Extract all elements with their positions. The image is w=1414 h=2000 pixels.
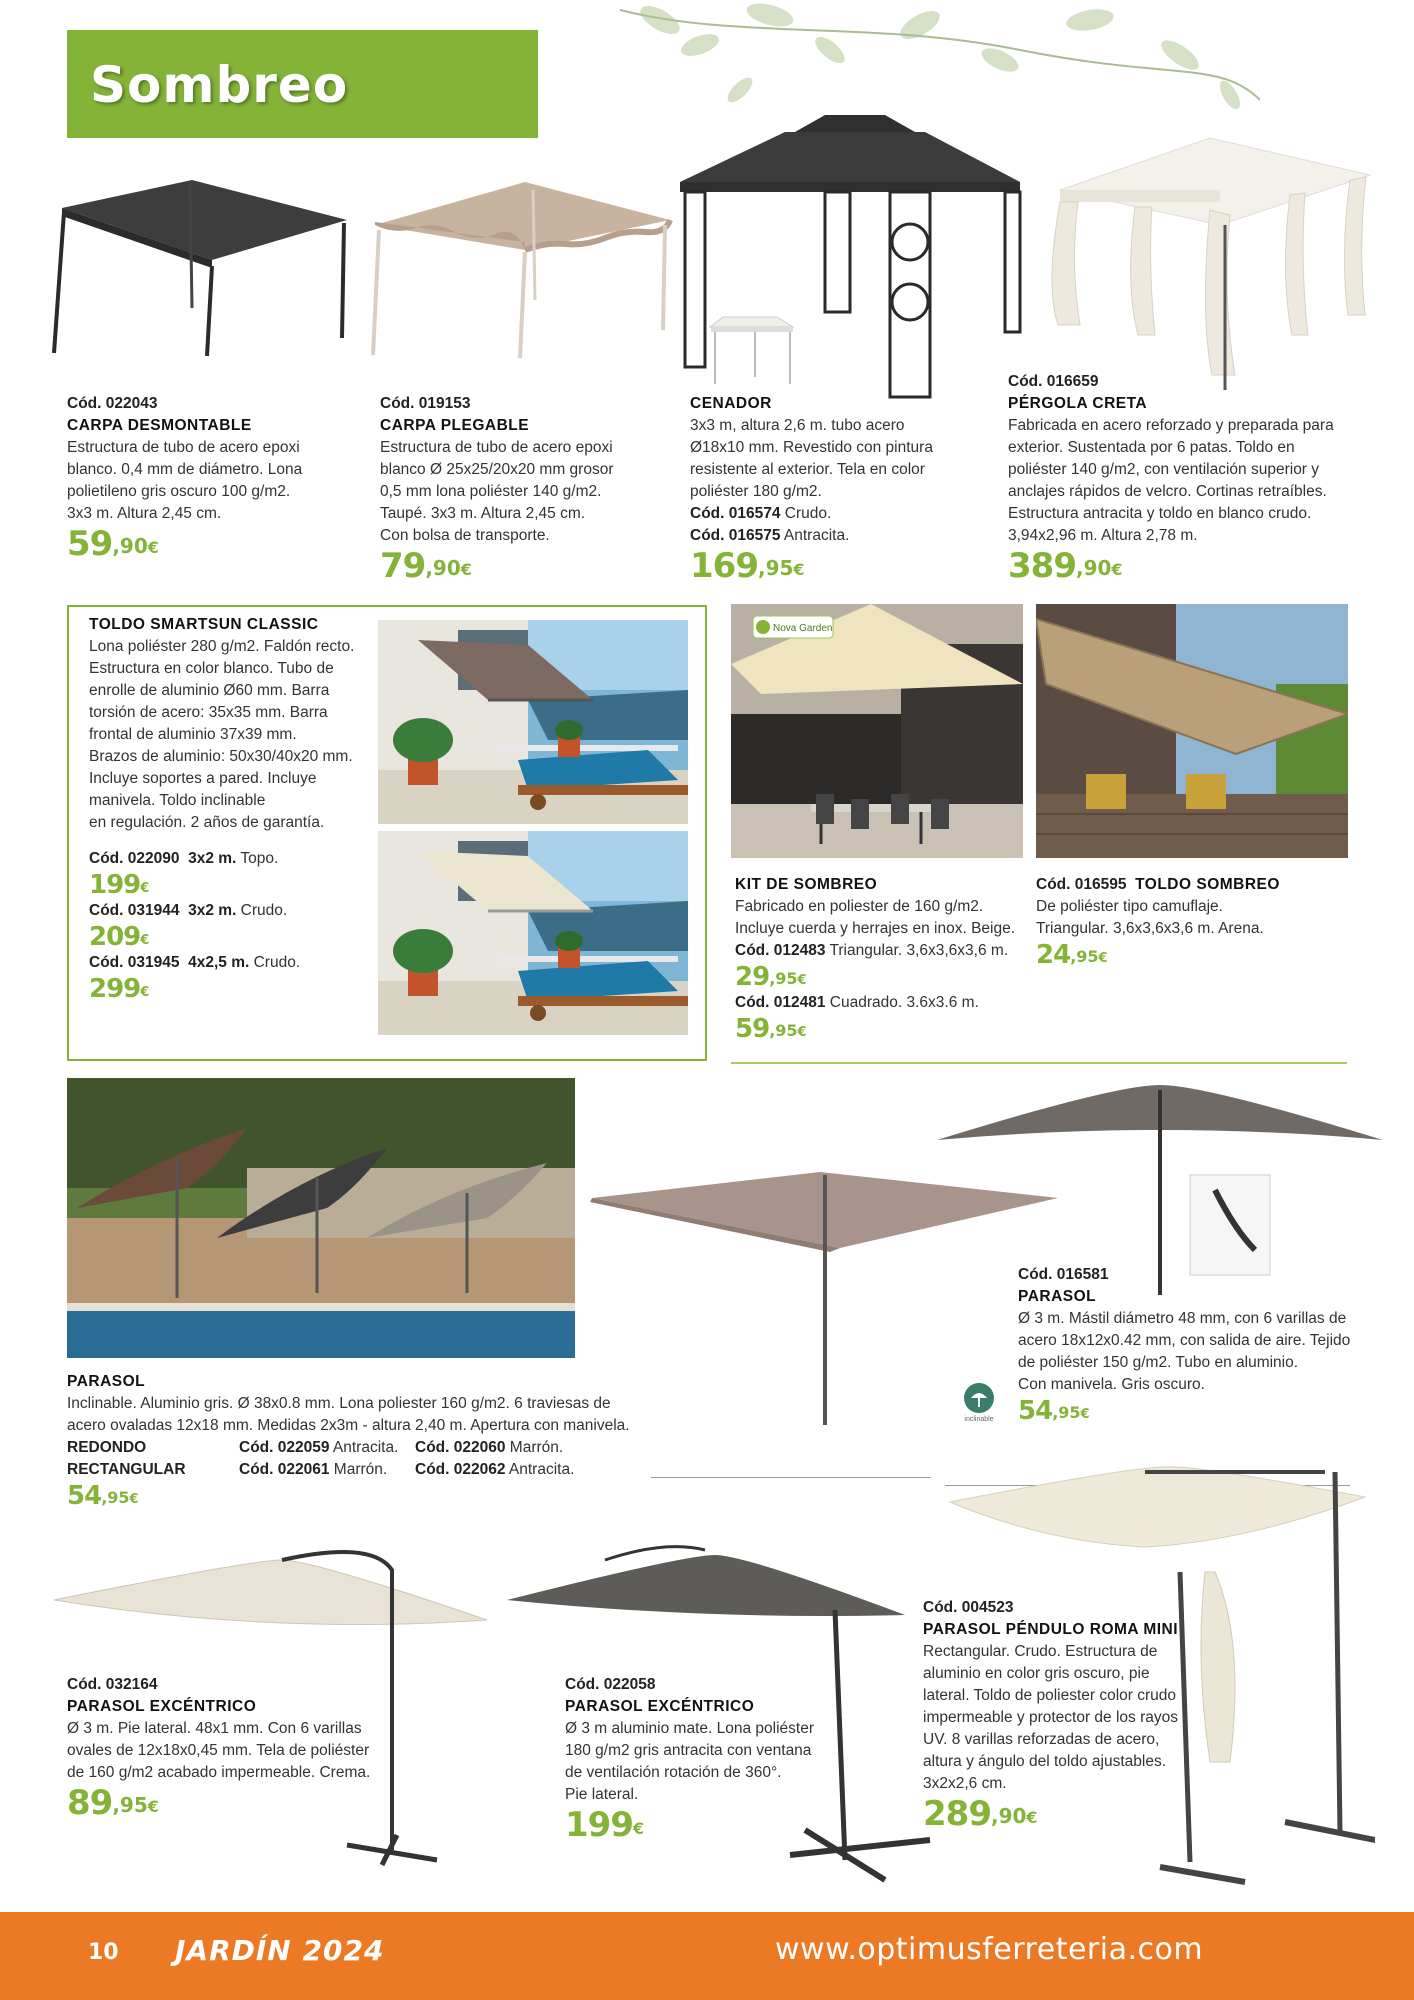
product-name: PARASOL (67, 1373, 146, 1390)
product-price: $169^{,95€}$ (690, 546, 804, 586)
product-name: PÉRGOLA CRETA (1008, 395, 1148, 412)
product-price: $59^{,90€}$ (67, 524, 158, 564)
product-desc-line: poliéster 140 g/m2, con ventilación superior y (1008, 461, 1320, 478)
variant-price: $59^{,95€}$ (735, 1014, 806, 1044)
product-price: $54^{,95€}$ (1018, 1396, 1089, 1426)
kit-sombreo-info (735, 874, 1025, 1044)
product-code: Cód. 016659 (1008, 373, 1099, 390)
variant-price: 209€ (89, 922, 149, 952)
parasol-variant-row: RECTANGULAR Cód. 022061 Marrón. Cód. 022062 Antracita. (67, 1461, 575, 1478)
product-name: PARASOL (1018, 1288, 1097, 1305)
variant-price: $29^{,95€}$ (735, 962, 806, 992)
toldo-smartsun-info (89, 614, 379, 1004)
carpa-desmontable-image (52, 178, 352, 358)
product-desc-line: De poliéster tipo camuflaje. (1036, 898, 1223, 915)
product-desc-line: acero 18x12x0.42 mm, con salida de aire. Tejido (1018, 1332, 1351, 1349)
catalog-title: JARDÍN 2024 (175, 1934, 385, 1967)
parasol-excentrico-crema-info (67, 1674, 437, 1822)
product-desc-line: polietileno gris oscuro 100 g/m2. (67, 483, 291, 500)
parasol-inclinable-info (67, 1371, 667, 1511)
product-price: $389^{,90€}$ (1008, 546, 1122, 586)
product-desc-line: Estructura de tubo de acero epoxi (380, 439, 613, 456)
parasol-016581-info (1018, 1264, 1378, 1426)
product-desc-line: 180 g/m2 gris antracita con ventana (565, 1742, 812, 1759)
product-desc-line: Rectangular. Crudo. Estructura de (923, 1643, 1158, 1660)
product-desc-line: Pie lateral. (565, 1786, 639, 1803)
product-name: PARASOL PÉNDULO ROMA MINI (923, 1621, 1179, 1638)
product-desc-line: Incluye cuerda y herrajes en inox. Beige. (735, 920, 1016, 937)
parasol-pendulo-info (923, 1597, 1223, 1833)
brand-logo-text: Nova Garden (773, 623, 833, 634)
product-desc-line: Brazos de aluminio: 50x30/40x20 mm. (89, 748, 353, 765)
product-desc-line: torsión de acero: 35x35 mm. Barra (89, 704, 328, 721)
product-desc-line: Incluye soportes a pared. Incluye (89, 770, 317, 787)
product-desc-line: 0,5 mm lona poliéster 140 g/m2. (380, 483, 602, 500)
variant-row: Cód. 016574 Crudo. (690, 505, 832, 522)
product-desc-line: Ø18x10 mm. Revestido con pintura (690, 439, 933, 456)
product-desc-line: resistente al exterior. Tela en color (690, 461, 925, 478)
product-price: $79^{,90€}$ (380, 546, 471, 586)
cenador-info (690, 393, 990, 585)
toldo-sombreo-info (1036, 874, 1366, 970)
product-price: $289^{,90€}$ (923, 1794, 1037, 1834)
section-title: Sombreo (90, 56, 349, 114)
product-price: 199€ (565, 1805, 644, 1845)
product-desc-line: 3,94x2,96 m. Altura 2,78 m. (1008, 527, 1198, 544)
carpa-desmontable-info (67, 393, 367, 563)
product-name: PARASOL EXCÉNTRICO (565, 1698, 755, 1715)
product-desc-line: Ø 3 m. Pie lateral. 48x1 mm. Con 6 varillas (67, 1720, 362, 1737)
pergola-creta-image (1040, 135, 1380, 395)
variant-row: Cód. 031945 4x2,5 m. Crudo. (89, 954, 301, 971)
product-name: KIT DE SOMBREO (735, 876, 878, 893)
website-link[interactable]: www.optimusferreteria.com (775, 1932, 1204, 1967)
variant-row: Cód. 016575 Antracita. (690, 527, 850, 544)
product-desc-line: Lona poliéster 280 g/m2. Faldón recto. (89, 638, 355, 655)
variant-row: Cód. 031944 3x2 m. Crudo. (89, 902, 288, 919)
product-desc-line: exterior. Sustentada por 6 patas. Toldo en (1008, 439, 1295, 456)
inclinable-badge-icon (963, 1382, 995, 1424)
divider-line (651, 1477, 931, 1478)
product-name: PARASOL EXCÉNTRICO (67, 1698, 257, 1715)
product-desc-line: 3x3 m. Altura 2,45 cm. (67, 505, 222, 522)
product-desc-line: blanco Ø 25x25/20x20 mm grosor (380, 461, 614, 478)
product-desc-line: Ø 3 m. Mástil diámetro 48 mm, con 6 varillas de (1018, 1310, 1347, 1327)
section-divider (731, 1062, 1347, 1064)
product-desc-line: anclajes rápidos de velcro. Cortinas retraíbles. (1008, 483, 1327, 500)
product-desc-line: Con manivela. Gris oscuro. (1018, 1376, 1205, 1393)
inclinable-badge-label: inclinable (964, 1416, 994, 1423)
page-number: 10 (88, 1940, 119, 1965)
carpa-plegable-image (365, 180, 675, 360)
product-desc-line: Triangular. 3,6x3,6x3,6 m. Arena. (1036, 920, 1264, 937)
product-desc-line: de 160 g/m2 acabado impermeable. Crema. (67, 1764, 371, 1781)
product-desc-line: aluminio en color gris oscuro, pie (923, 1665, 1150, 1682)
product-code: Cód. 004523 (923, 1599, 1014, 1616)
product-desc-line: Inclinable. Aluminio gris. Ø 38x0.8 mm. Lona poliester 160 g/m2. 6 traviesas de (67, 1395, 611, 1412)
leaves-decoration (620, 0, 1260, 120)
toldo-sombreo-photo (1036, 604, 1348, 858)
product-desc-line: manivela. Toldo inclinable (89, 792, 266, 809)
product-desc-line: Ø 3 m aluminio mate. Lona poliéster (565, 1720, 814, 1737)
product-name: CARPA PLEGABLE (380, 417, 530, 434)
product-desc-line: en regulación. 2 años de garantía. (89, 814, 325, 831)
product-code: Cód. 019153 (380, 395, 471, 412)
product-price: $24^{,95€}$ (1036, 940, 1107, 970)
variant-row: Cód. 012481 Cuadrado. 3.6x3.6 m. (735, 994, 979, 1011)
carpa-plegable-info (380, 393, 680, 585)
product-code: Cód. 022043 (67, 395, 158, 412)
product-name: CENADOR (690, 395, 772, 412)
pergola-creta-info (1008, 371, 1388, 585)
product-code: Cód. 032164 (67, 1676, 158, 1693)
parasol-excentrico-gris-info (565, 1674, 885, 1844)
cenador-image (675, 112, 1025, 402)
parasol-garden-photo (67, 1078, 575, 1358)
product-desc-line: impermeable y protector de los rayos (923, 1709, 1179, 1726)
variant-row: Cód. 022090 3x2 m. Topo. (89, 850, 279, 867)
product-desc-line: Fabricado en poliester de 160 g/m2. (735, 898, 984, 915)
variant-row: Cód. 012483 Triangular. 3,6x3,6x3,6 m. (735, 942, 1009, 959)
product-desc-line: lateral. Toldo de poliester color crudo (923, 1687, 1177, 1704)
kit-sombreo-photo (731, 604, 1023, 858)
product-code: Cód. 022058 (565, 1676, 656, 1693)
variant-price: 299€ (89, 974, 149, 1004)
toldo-topo-photo (378, 620, 688, 824)
product-price: $54^{,95€}$ (67, 1481, 138, 1511)
product-desc-line: Fabricada en acero reforzado y preparada para (1008, 417, 1334, 434)
product-desc-line: Estructura antracita y toldo en blanco crudo. (1008, 505, 1312, 522)
product-code: Cód. 016581 (1018, 1266, 1109, 1283)
variant-price: 199€ (89, 870, 149, 900)
product-desc-line: poliéster 180 g/m2. (690, 483, 822, 500)
product-name: TOLDO SMARTSUN CLASSIC (89, 616, 319, 633)
product-desc-line: 3x2x2,6 cm. (923, 1775, 1007, 1792)
product-desc-line: blanco. 0,4 mm de diámetro. Lona (67, 461, 303, 478)
product-price: $89^{,95€}$ (67, 1783, 158, 1823)
toldo-crudo-photo (378, 831, 688, 1035)
product-desc-line: Estructura de tubo de acero epoxi (67, 439, 300, 456)
product-heading: Cód. 016595 TOLDO SOMBREO (1036, 876, 1280, 893)
product-desc-line: enrolle de aluminio Ø60 mm. Barra (89, 682, 330, 699)
product-desc-line: acero ovaladas 12x18 mm. Medidas 2x3m - altura 2,40 m. Apertura con manivela. (67, 1417, 630, 1434)
product-desc-line: altura y ángulo del toldo ajustables. (923, 1753, 1166, 1770)
product-desc-line: Con bolsa de transporte. (380, 527, 550, 544)
product-desc-line: UV. 8 varillas reforzadas de acero, (923, 1731, 1160, 1748)
product-desc-line: ovales de 12x18x0,45 mm. Tela de poliéster (67, 1742, 370, 1759)
product-desc-line: 3x3 m, altura 2,6 m. tubo acero (690, 417, 905, 434)
parasol-variant-row: REDONDO Cód. 022059 Antracita. Cód. 022060 Marrón. (67, 1439, 564, 1456)
product-desc-line: Estructura en color blanco. Tubo de (89, 660, 334, 677)
product-desc-line: de ventilación rotación de 360°. (565, 1764, 782, 1781)
product-desc-line: frontal de aluminio 37x39 mm. (89, 726, 297, 743)
product-desc-line: de poliéster 150 g/m2. Tubo en aluminio. (1018, 1354, 1299, 1371)
product-desc-line: Taupé. 3x3 m. Altura 2,45 cm. (380, 505, 586, 522)
product-name: CARPA DESMONTABLE (67, 417, 252, 434)
